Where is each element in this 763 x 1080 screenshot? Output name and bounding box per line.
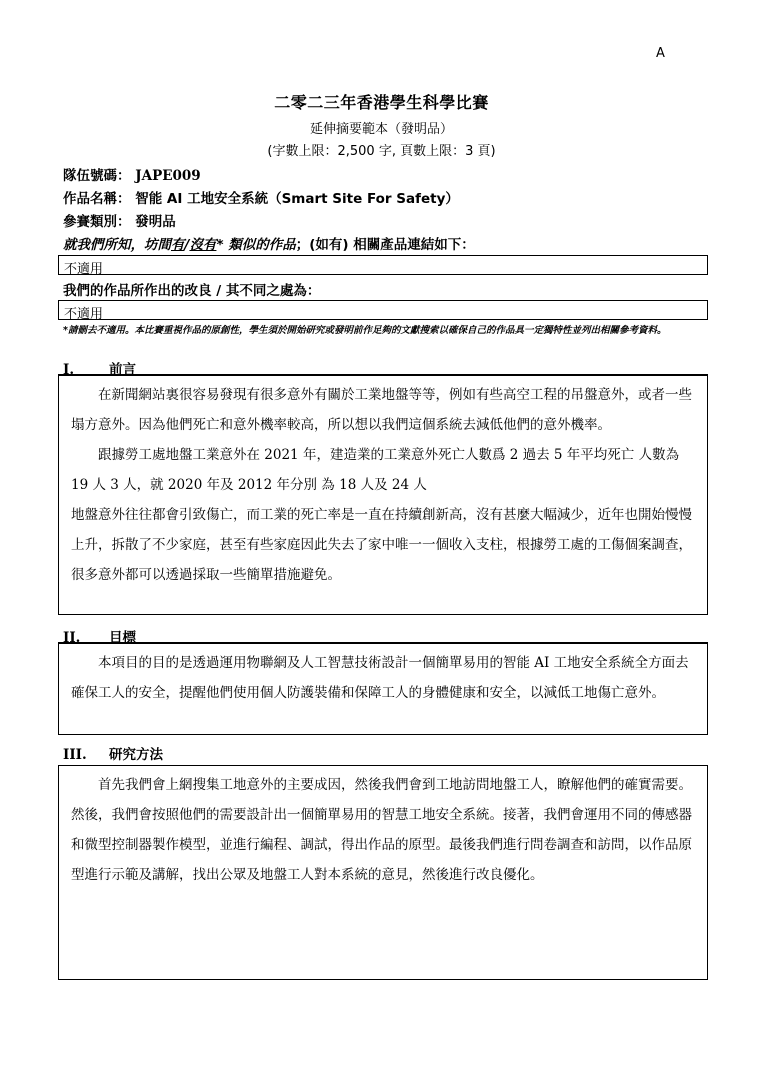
paragraph: 首先我們會上網搜集工地意外的主要成因，然後我們會到工地訪問地盤工人，瞭解他們的確實需要。然後，我們會按照他們的需要設計出一個簡單易用的智慧工地安全系統。接著，我們會運用不同的傳感器和微型控制器製作模型，並進行編程、調試，得出作品的原型。最後我們進行問卷調查和訪問，以作品原型進行示範及講解，找出公眾及地盤工人對本系統的意見，然後進行改良優化。 xyxy=(71,777,692,883)
section-number: I. xyxy=(63,362,75,378)
category-field xyxy=(63,210,176,230)
section-title: 目標 xyxy=(109,630,136,646)
work-name-field xyxy=(63,187,459,207)
section-body-objective xyxy=(58,643,708,735)
paragraph: 跟據勞工處地盤工業意外在 2021 年，建造業的工業意外死亡人數爲 2 過去 5 年平均死亡 人數為 19 人 3 人，就 2020 年及 2012 年分別 為 18 人及 24 人 xyxy=(71,447,680,493)
section-heading-method xyxy=(63,743,163,763)
improvement-label: 我們的作品所作出的改良 / 其不同之處為： xyxy=(63,283,321,299)
similar-works-question xyxy=(63,233,475,253)
section-title: 研究方法 xyxy=(109,747,163,763)
category-value: 發明品 xyxy=(135,214,176,230)
team-number-field xyxy=(63,164,201,184)
page-subtitle: 延伸摘要範本（發明品） xyxy=(309,122,453,137)
improvement-answer: 不適用 xyxy=(64,307,104,322)
team-number-label: 隊伍號碼： xyxy=(63,168,131,184)
question-part2: 類似的作品 xyxy=(223,237,296,253)
section-number: III. xyxy=(63,747,87,763)
corner-mark: A xyxy=(656,46,665,61)
paragraph: 本項目的目的是透過運用物聯網及人工智慧技術設計一個簡單易用的智能 AI 工地安全系統全方面去確保工人的安全，提醒他們使用個人防護裝備和保障工人的身體健康和安全，以減低工地傷亡意外。 xyxy=(71,655,689,701)
paragraph: 在新聞網站裏很容易發現有很多意外有關於工業地盤等等，例如有些高空工程的吊盤意外，或者一些塌方意外。因為他們死亡和意外機率較高，所以想以我們這個系統去減低他們的意外機率。 xyxy=(71,387,692,433)
team-number-value: JAPE009 xyxy=(135,168,201,184)
section-title: 前言 xyxy=(109,362,136,378)
question-part1: 就我們所知，坊間 xyxy=(63,237,171,253)
work-name-label: 作品名稱： xyxy=(63,191,131,207)
category-label: 參賽類別： xyxy=(63,214,131,230)
similar-works-answer: 不適用 xyxy=(64,262,104,277)
section-body-method xyxy=(58,765,708,980)
similar-works-answer-box xyxy=(58,255,708,275)
work-name-value: 智能 AI 工地安全系統（Smart Site For Safety） xyxy=(135,191,459,207)
paragraph: 地盤意外往往都會引致傷亡，而工業的死亡率是一直在持續創新高，沒有甚麼大幅減少，近年也開始慢慢上升，拆散了不少家庭，甚至有些家庭因此失去了家中唯一一個收入支柱，根據勞工處的工傷個案調查，很多意外都可以透過採取一些簡單措施避免。 xyxy=(71,507,692,583)
improvement-answer-box xyxy=(58,300,708,320)
section-number: II. xyxy=(63,630,81,646)
option-no: 沒有 xyxy=(189,237,217,253)
footnote: *請刪去不適用。本比賽重視作品的原創性，學生須於開始研究或發明前作足夠的文獻搜索以確保自己的作品具一定獨特性並列出相關參考資料。 xyxy=(63,325,667,336)
option-separator: / xyxy=(184,237,190,253)
question-part3: ；(如有) 相關產品連結如下： xyxy=(295,237,475,253)
option-star: * xyxy=(216,237,224,253)
page-title: 二零二三年香港學生科學比賽 xyxy=(274,93,489,112)
page-limits: (字數上限：2,500 字, 頁數上限：3 頁) xyxy=(267,144,496,159)
option-yes: 有 xyxy=(171,237,185,253)
section-body-intro xyxy=(58,375,708,615)
